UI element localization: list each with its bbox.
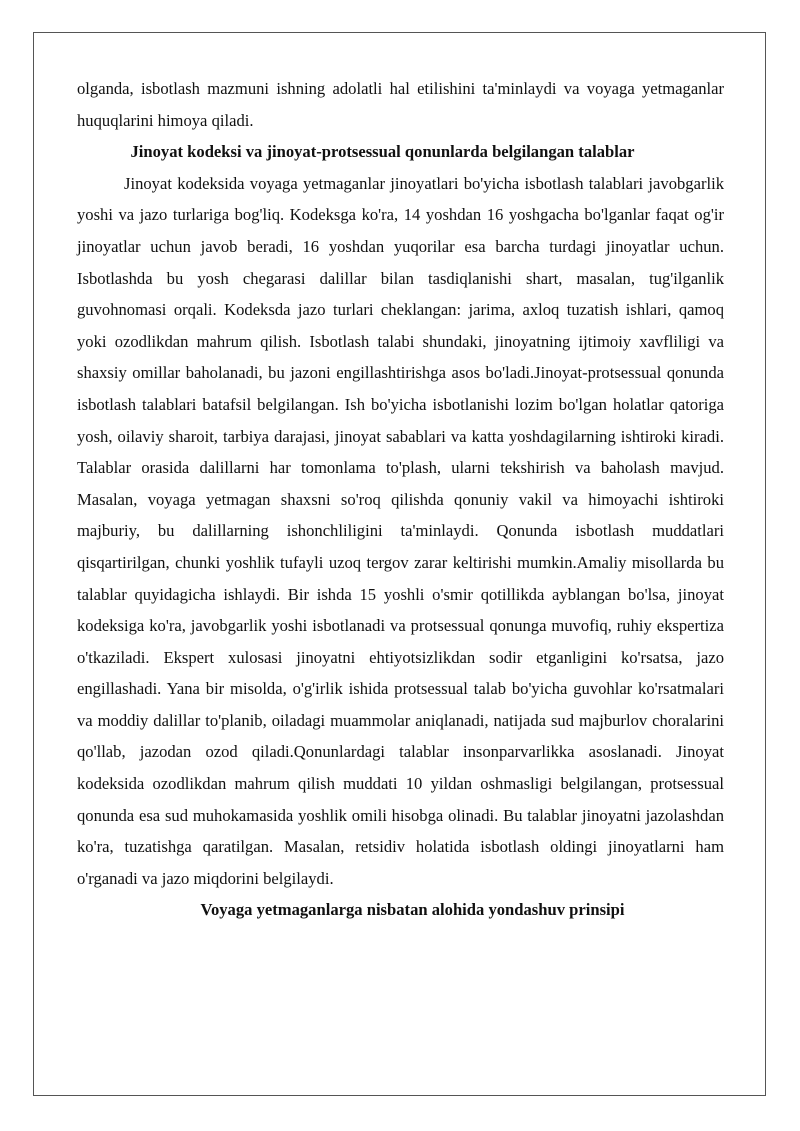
document-body <box>77 73 724 926</box>
intro-paragraph: olganda, isbotlash mazmuni ishning adolatli hal etilishini ta'minlaydi va voyaga yetmaganlar huquqlarini himoya qiladi. <box>77 79 724 130</box>
section-paragraph-criminal-code: Jinoyat kodeksida voyaga yetmaganlar jinoyatlari bo'yicha isbotlash talablari javobgarlik yoshi va jazo turlariga bog'liq. Kodeksga ko'ra, 14 yoshdan 16 yoshgacha bo'lganlar faqat og'ir jinoyatlar uchun javob beradi, 16 yoshdan yuqorilar esa barcha turdagi jinoyatlar uchun. Isbotlashda bu yosh chegarasi dalillar bilan tasdiqlanishi shart, masalan, tug'ilganlik guvohnomasi orqali. Kodeksda jazo turlari cheklangan: jarima, axloq tuzatish ishlari, qamoq yoki ozodlikdan mahrum qilish. Isbotlash talabi shundaki, jinoyatning ijtimoiy xavfliligi va shaxsiy omillar baholanadi, bu jazoni engillashtirishga asos bo'ladi.Jinoyat-protsessual qonunda isbotlash talablari batafsil belgilangan. Ish bo'yicha isbotlanishi lozim bo'lgan holatlar qatoriga yosh, oilaviy sharoit, tarbiya darajasi, jinoyat sabablari va katta yoshdagilarning ishtiroki kiradi. Talablar orasida dalillarni har tomonlama to'plash, ularni tekshirish va baholash mavjud. Masalan, voyaga yetmagan shaxsni so'roq qilishda qonuniy vakil va himoyachi ishtiroki majburiy, bu dalillarning ishonchliligini ta'minlaydi. Qonunda isbotlash muddatlari qisqartirilgan, chunki yoshlik tufayli uzoq tergov zarar keltirishi mumkin.Amaliy misollarda bu talablar quyidagicha ishlaydi. Bir ishda 15 yoshli o'smir qotillikda ayblangan bo'lsa, jinoyat kodeksiga ko'ra, javobgarlik yoshi isbotlanadi va protsessual qonunga muvofiq, ruhiy ekspertiza o'tkaziladi. Ekspert xulosasi jinoyatni ehtiyotsizlikdan sodir etganligini ko'rsatsa, jazo engillashadi. Yana bir misolda, o'g'irlik ishida protsessual talab bo'yicha guvohlar ko'rsatmalari va moddiy dalillar to'planib, oiladagi muammolar aniqlanadi, natijada sud majburlov choralarini qo'llab, jazodan ozod qiladi.Qonunlardagi talablar insonparvarlikka asoslanadi. Jinoyat kodeksida ozodlikdan mahrum qilish muddati 10 yildan oshmasligi belgilangan, protsessual qonunda esa sud muhokamasida yoshlik omili hisobga olinadi. Bu talablar jinoyatni jazolashdan ko'ra, tuzatishga qaratilgan. Masalan, retsidiv holatida isbotlash oldingi jinoyatlarni ham o'rganadi va jazo miqdorini belgilaydi. <box>77 173 724 888</box>
section-heading-special-approach: Voyaga yetmaganlarga nisbatan alohida yondashuv prinsipi <box>200 900 625 920</box>
section-heading-criminal-code: Jinoyat kodeksi va jinoyat-protsessual qonunlarda belgilangan talablar <box>130 142 635 162</box>
